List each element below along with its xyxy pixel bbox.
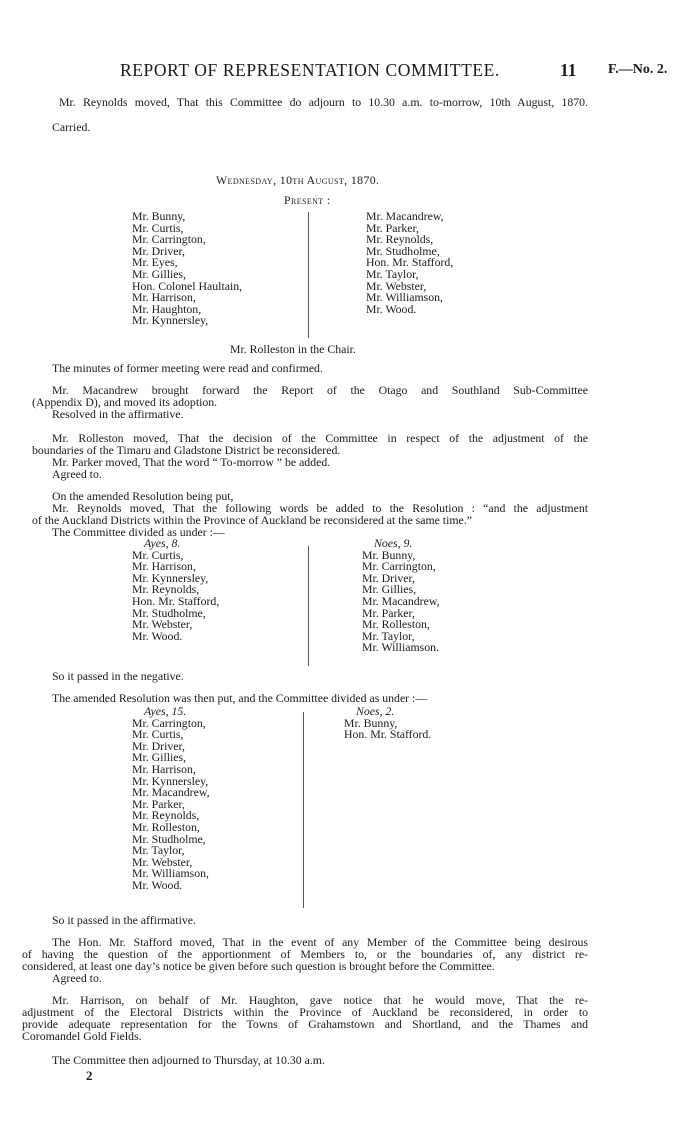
member-name: Mr. Wood.: [366, 301, 417, 316]
stafford-motion-line3: considered, at least one day’s notice be given before such question is brought before the Committee.: [22, 959, 495, 973]
vote2-noes-list: [344, 706, 431, 741]
present-list-left: [132, 211, 242, 327]
member-name: Mr. Curtis,: [132, 220, 184, 235]
member-name: Mr. Parker,: [362, 605, 415, 620]
member-name: Mr. Studholme,: [132, 605, 206, 620]
member-name: Mr. Macandrew,: [366, 209, 444, 223]
parker-motion: Mr. Parker moved, That the word “ To-morrow ” be added.: [52, 455, 331, 469]
member-name: Mr. Haughton,: [132, 301, 202, 316]
member-name: Mr. Kynnersley,: [132, 773, 209, 788]
member-name: Hon. Mr. Stafford,: [132, 593, 220, 608]
member-name: Mr. Reynolds,: [132, 582, 200, 597]
member-name: Mr. Kynnersley,: [132, 313, 209, 328]
harrison-notice-line2: adjustment of the Electoral Districts within the Province of Auckland be reconsidered, in order to: [22, 1005, 588, 1019]
amended-resolution-put: On the amended Resolution being put,: [52, 489, 234, 503]
harrison-notice-line1: Mr. Harrison, on behalf of Mr. Haughton, gave notice that he would move, That the re-: [52, 993, 588, 1007]
member-name: Mr. Gillies,: [362, 582, 417, 597]
adjournment-note: The Committee then adjourned to Thursday, at 10.30 a.m.: [52, 1053, 325, 1067]
signature-mark: 2: [86, 1068, 93, 1083]
member-name: Mr. Webster,: [132, 617, 193, 632]
member-name: Mr. Wood.: [132, 877, 183, 892]
member-name: Mr. Reynolds,: [366, 232, 434, 247]
meeting-date: Wednesday, 10th August, 1870.: [216, 173, 380, 187]
stafford-result: Agreed to.: [52, 971, 102, 985]
member-name: Mr. Williamson,: [132, 866, 209, 881]
member-name: Mr. Carrington,: [132, 715, 206, 730]
page-number: 11: [560, 60, 577, 80]
member-name: Mr. Studholme,: [132, 831, 206, 846]
harrison-notice-line4: Coromandel Gold Fields.: [22, 1029, 142, 1043]
division-intro-1: The Committee divided as under :—: [52, 525, 225, 539]
member-name: Mr. Wood.: [132, 628, 183, 643]
present-heading: Present :: [284, 193, 331, 207]
member-name: Mr. Studholme,: [366, 243, 440, 258]
vote1-noes-label: Noes, 9.: [374, 536, 413, 550]
member-name: Mr. Williamson,: [366, 290, 443, 305]
minutes-confirmed: The minutes of former meeting were read and confirmed.: [52, 361, 323, 375]
vote1-result: So it passed in the negative.: [52, 669, 184, 683]
member-name: Mr. Bunny,: [132, 209, 186, 223]
member-name: Mr. Kynnersley,: [132, 570, 209, 585]
member-name: Mr. Reynolds,: [132, 808, 200, 823]
column-divider: [308, 546, 309, 666]
adjourn-result: Carried.: [52, 120, 91, 134]
member-name: Mr. Bunny,: [344, 715, 398, 730]
member-name: Mr. Eyes,: [132, 255, 178, 270]
member-name: Mr. Driver,: [132, 738, 185, 753]
rolleston-motion-line2: boundaries of the Timaru and Gladstone District be reconsidered.: [32, 443, 341, 457]
adjourn-motion: Mr. Reynolds moved, That this Committee do adjourn to 10.30 a.m. to-morrow, 10th August, 1870.: [59, 95, 588, 109]
vote2-ayes-list: [132, 706, 210, 892]
member-name: Mr. Webster,: [132, 854, 193, 869]
member-name: Mr. Parker,: [132, 796, 185, 811]
member-name: Mr. Rolleston,: [362, 617, 430, 632]
member-name: Mr. Rolleston,: [132, 819, 200, 834]
member-name: Mr. Webster,: [366, 278, 427, 293]
report-title: REPORT OF REPRESENTATION COMMITTEE.: [120, 60, 500, 80]
member-name: Hon. Mr. Stafford.: [344, 727, 432, 742]
member-name: Mr. Carrington,: [362, 559, 436, 574]
paper-reference: F.—No. 2.: [608, 62, 668, 77]
column-divider: [303, 712, 304, 908]
member-name: Mr. Bunny,: [362, 547, 416, 562]
stafford-motion-line2: of having the question of the apportionment of Members to, or the boundaries of, any district re-: [22, 947, 588, 961]
member-name: Mr. Macandrew,: [362, 593, 440, 608]
vote1-ayes-list: [132, 538, 219, 642]
member-name: Mr. Harrison,: [132, 290, 196, 305]
member-name: Mr. Driver,: [132, 243, 185, 258]
present-list-right: [366, 211, 453, 315]
vote2-noes-label: Noes, 2.: [356, 704, 395, 718]
page-header: [0, 60, 700, 82]
vote1-ayes-label: Ayes, 8.: [144, 536, 181, 550]
member-name: Mr. Driver,: [362, 570, 415, 585]
member-name: Mr. Parker,: [366, 220, 419, 235]
macandrew-motion-line2: (Appendix D), and moved its adoption.: [32, 395, 218, 409]
member-name: Mr. Macandrew,: [132, 785, 210, 800]
column-divider: [308, 212, 309, 338]
member-name: Mr. Taylor,: [366, 266, 419, 281]
member-name: Mr. Gillies,: [132, 266, 187, 281]
reynolds-motion-line1: Mr. Reynolds moved, That the following words be added to the Resolution : “and the adjustment: [52, 501, 588, 515]
member-name: Hon. Colonel Haultain,: [132, 278, 243, 293]
member-name: Mr. Curtis,: [132, 727, 184, 742]
chair-note: Mr. Rolleston in the Chair.: [230, 342, 356, 356]
vote2-result: So it passed in the affirmative.: [52, 913, 196, 927]
stafford-motion-line1: The Hon. Mr. Stafford moved, That in the event of any Member of the Committee being desirous: [52, 935, 588, 949]
reynolds-motion-line2: of the Auckland Districts within the Province of Auckland be reconsidered at the same time.”: [32, 513, 472, 527]
member-name: Mr. Harrison,: [132, 761, 196, 776]
macandrew-motion-line1: Mr. Macandrew brought forward the Report of the Otago and Southland Sub-Committee: [52, 383, 588, 397]
vote1-noes-list: [362, 538, 440, 654]
member-name: Hon. Mr. Stafford,: [366, 255, 454, 270]
macandrew-result: Resolved in the affirmative.: [52, 407, 184, 421]
member-name: Mr. Curtis,: [132, 547, 184, 562]
harrison-notice-line3: provide adequate representation for the Towns of Grahamstown and Shortland, and the Thames and: [22, 1017, 588, 1031]
parker-result: Agreed to.: [52, 467, 102, 481]
member-name: Mr. Taylor,: [362, 628, 415, 643]
rolleston-motion-line1: Mr. Rolleston moved, That the decision of the Committee in respect of the adjustment of the: [52, 431, 588, 445]
member-name: Mr. Williamson.: [362, 640, 439, 655]
member-name: Mr. Harrison,: [132, 559, 196, 574]
division-intro-2: The amended Resolution was then put, and the Committee divided as under :—: [52, 691, 428, 705]
member-name: Mr. Gillies,: [132, 750, 187, 765]
member-name: Mr. Carrington,: [132, 232, 206, 247]
member-name: Mr. Taylor,: [132, 843, 185, 858]
vote2-ayes-label: Ayes, 15.: [144, 704, 187, 718]
